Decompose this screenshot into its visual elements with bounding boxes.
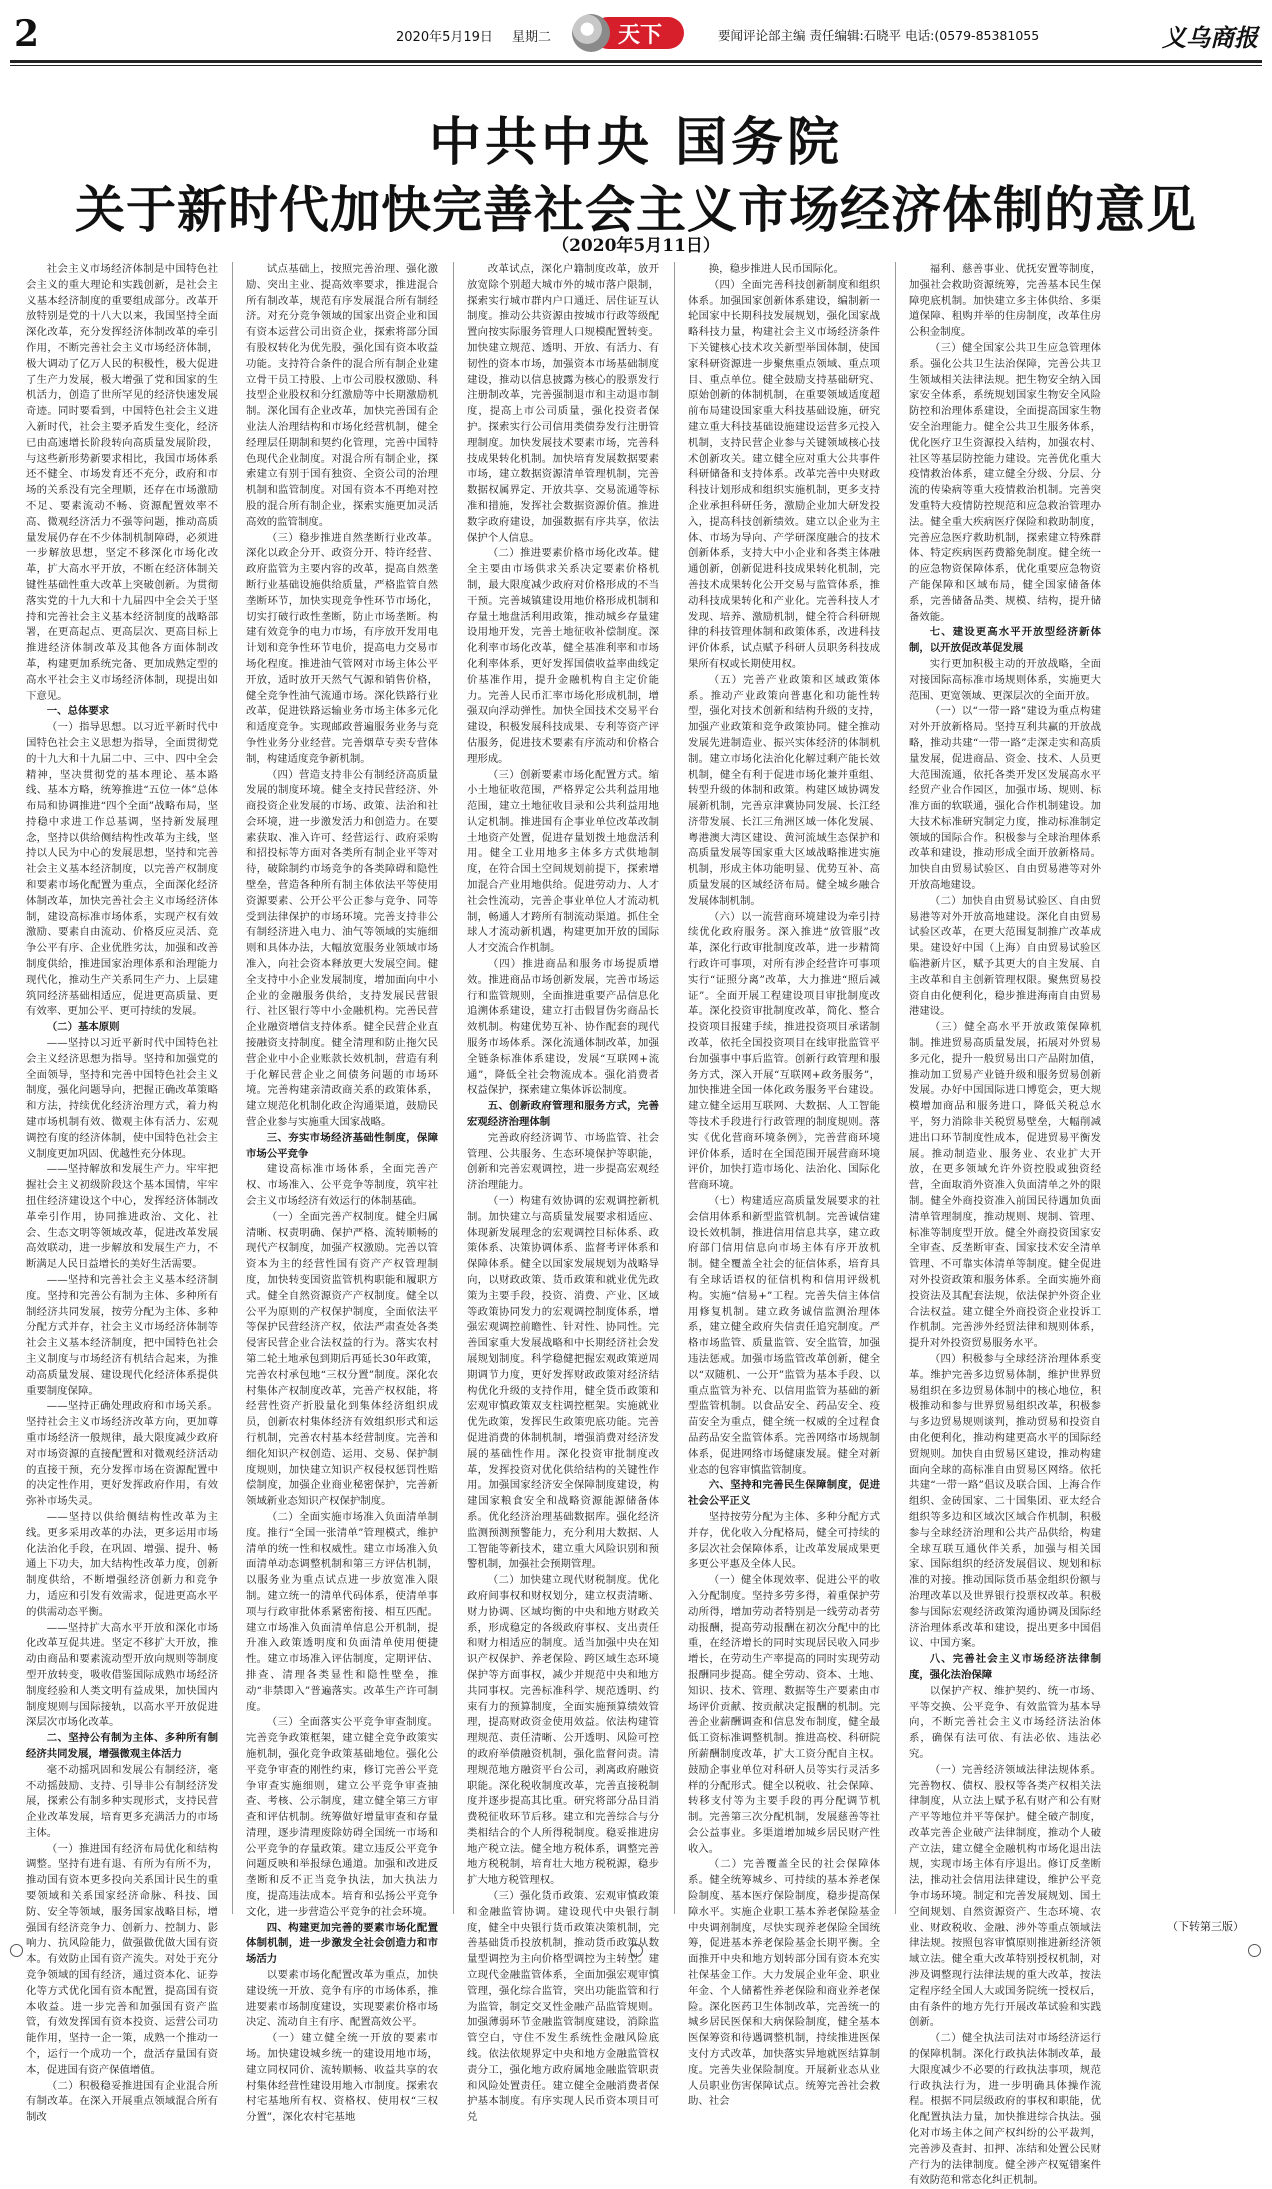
page-footer (10, 1938, 1262, 1962)
article-paragraph: （七）构建适应高质量发展要求的社会信用体系和新型监管机制。完善诚信建设长效机制，推进信用信息共享，建立政府部门信用信息向市场主体有序开放机制。健全覆盖全社会的征信体系，培育具有全球话语权的征信机构和信用评级机构。实施“信易+”工程。完善失信主体信用修复机制。建立政务诚信监测治理体系，建立健全政府失信责任追究制度。严格市场监管、质量监管、安全监管，加强违法惩戒。加强市场监管改革创新，健全以“双随机、一公开”监管为基本手段、以重点监管为补充、以信用监管为基础的新型监管机制。以食品安全、药品安全、疫苗安全为重点，健全统一权威的全过程食品药品安全监管体系。完善网络市场规制体系，促进网络市场健康发展。健全对新业态的包容审慎监管制度。 (688, 1195, 880, 1476)
article-column-3 (467, 262, 659, 2124)
article-paragraph: （二）加快自由贸易试验区、自由贸易港等对外开放高地建设。深化自由贸易试验区改革，在更大范围复制推广改革成果。建设好中国（上海）自由贸易试验区临港新片区，赋予其更大的自主发展、自主改革和自主创新管理权限。聚焦贸易投资自由化便利化，稳步推进海南自由贸易港建设。 (909, 894, 1101, 1018)
section-heading: 六、坚持和完善民生保障制度，促进社会公平正义 (688, 1479, 880, 1508)
article-paragraph: 建设高标准市场体系，全面完善产权、市场准入、公平竞争等制度，筑牢社会主义市场经济有效运行的体制基础。 (246, 1163, 438, 1208)
article-paragraph: （一）健全体现效率、促进公平的收入分配制度。坚持多劳多得，着重保护劳动所得，增加劳动者特别是一线劳动者劳动报酬，提高劳动报酬在初次分配中的比重，在经济增长的同时实现居民收入同步增长，在劳动生产率提高的同时实现劳动报酬同步提高。健全劳动、资本、土地、知识、技术、管理、数据等生产要素由市场评价贡献、按贡献决定报酬的机制。完善企业薪酬调查和信息发布制度，健全最低工资标准调整机制。推进高校、科研院所薪酬制度改革，扩大工资分配自主权。鼓励企事业单位对科研人员等实行灵活多样的分配形式。健全以税收、社会保障、转移支付等为主要手段的再分配调节机制。完善第三次分配机制，发展慈善等社会公益事业。多渠道增加城乡居民财产性收入。 (688, 1574, 880, 1855)
article-paragraph: 社会主义市场经济体制是中国特色社会主义的重大理论和实践创新，是社会主义基本经济制度的重要组成部分。改革开放特别是党的十八大以来，我国坚持全面深化改革，充分发挥经济体制改革的牵引作用，不断完善社会主义市场经济体制，极大调动了亿万人民的积极性，极大促进了生产力发展，极大增强了党和国家的生机活力，创造了世所罕见的经济快速发展奇迹。同时要看到，中国特色社会主义进入新时代，社会主要矛盾发生变化，经济已由高速增长阶段转向高质量发展阶段，与这些新形势新要求相比，我国市场体系还不健全、市场发育还不充分，政府和市场的关系没有完全理顺，还存在市场激励不足、要素流动不畅、资源配置效率不高、微观经济活力不强等问题，推动高质量发展仍存在不少体制机制障碍，必须进一步解放思想，坚定不移深化市场化改革，扩大高水平开放，不断在经济体制关键性基础性重大改革上突破创新。为贯彻落实党的十九大和十九届四中全会关于坚持和完善社会主义基本经济制度的战略部署，在更高起点、更高层次、更高目标上推进经济体制改革及其他各方面体制改革，构建更加系统完备、更加成熟定型的高水平社会主义市场经济体制，现提出如下意见。 (26, 263, 218, 702)
article-paragraph: （二）推进要素价格市场化改革。健全主要由市场供求关系决定要素价格机制，最大限度减少政府对价格形成的不当干预。完善城镇建设用地价格形成机制和存量土地盘活利用政策，推动城乡存量建设用地开发，完善土地征收补偿制度。深化利率市场化改革，健全基准利率和市场化利率体系，更好发挥国债收益率曲线定价基准作用，提升金融机构自主定价能力。完善人民币汇率市场化形成机制，增强双向浮动弹性。加快全国技术交易平台建设，积极发展科技成果、专利等资产评估服务，促进技术要素有序流动和价格合理形成。 (467, 547, 659, 765)
section-heading: 五、创新政府管理和服务方式，完善宏观经济治理体制 (467, 1100, 659, 1129)
section-heading: （二）基本原则 (46, 1021, 120, 1034)
article-paragraph: 试点基础上，按照完善治理、强化激励、突出主业、提高效率要求，推进混合所有制改革，规范有序发展混合所有制经济。对充分竞争领域的国家出资企业和国有资本运营公司出资企业，探索将部分国有股权转化为优先股，强化国有资本收益功能。支持符合条件的混合所有制企业建立骨干员工持股、上市公司股权激励、科技型企业股权和分红激励等中长期激励机制。深化国有企业改革，加快完善国有企业法人治理结构和市场化经营机制，健全经理层任期制和契约化管理，完善中国特色现代企业制度。对混合所有制企业，探索建立有别于国有独资、全资公司的治理机制和监管制度。对国有资本不再绝对控股的混合所有制企业，探索实施更加灵活高效的监管制度。 (246, 263, 438, 528)
article-paragraph: （一）完善经济领域法律法规体系。完善物权、债权、股权等各类产权相关法律制度，从立法上赋予私有财产和公有财产平等地位并平等保护。健全破产制度，改革完善企业破产法律制度，推动个人破产立法，建立健全金融机构市场化退出法规，实现市场主体有序退出。修订反垄断法，推动社会信用法律建设，维护公平竞争市场环境。制定和完善发展规划、国土空间规划、自然资源资产、生态环境、农业、财政税收、金融、涉外等重点领域法律法规。按照包容审慎原则推进新经济领域立法。健全重大改革特别授权机制，对涉及调整现行法律法规的重大改革，按法定程序经全国人大或国务院统一授权后，由有条件的地方先行开展改革试验和实践创新。 (909, 1763, 1101, 2029)
issue-date: 2020年5月19日 (396, 30, 493, 45)
article-paragraph: （四）积极参与全球经济治理体系变革。维护完善多边贸易体制，维护世界贸易组织在多边贸易体制中的核心地位，积极推动和参与世界贸易组织改革，积极参与多边贸易规则谈判，推动贸易和投资自由化便利化，推动构建更高水平的国际经贸规则。加快自由贸易区建设，推动构建面向全球的高标准自由贸易区网络。依托共建“一带一路”倡议及联合国、上海合作组织、金砖国家、二十国集团、亚太经合组织等多边和区域次区域合作机制，积极参与全球经济治理和公共产品供给，构建全球互联互通伙伴关系，加强与相关国家、国际组织的经济发展倡议、规划和标准的对接。推动国际货币基金组织份额与治理改革以及世界银行投票权改革。积极参与国际宏观经济政策沟通协调及国际经济治理体系改革和建设，提出更多中国倡议、中国方案。 (909, 1352, 1101, 1650)
article-paragraph: ——坚持正确处理政府和市场关系。坚持社会主义市场经济改革方向，更加尊重市场经济一般规律，最大限度减少政府对市场资源的直接配置和对微观经济活动的直接干预，充分发挥市场在资源配置中的决定性作用，更好发挥政府作用，有效弥补市场失灵。 (26, 1400, 218, 1508)
article-paragraph: （一）全面完善产权制度。健全归属清晰、权责明确、保护严格、流转顺畅的现代产权制度，加强产权激励。完善以管资本为主的经营性国有资产产权管理制度，加快转变国资监管机构职能和履职方式。健全自然资源资产产权制度。健全以公平为原则的产权保护制度，全面依法平等保护民营经济产权，依法严肃查处各类侵害民营企业合法权益的行为。落实农村第二轮土地承包到期后再延长30年政策，完善农村承包地“三权分置”制度。深化农村集体产权制度改革，完善产权权能，将经营性资产折股量化到集体经济组织成员，创新农村集体经济有效组织形式和运行机制，完善农村基本经营制度。完善和细化知识产权创造、运用、交易、保护制度规则，加快建立知识产权侵权惩罚性赔偿制度，加强企业商业秘密保护，完善新领域新业态知识产权保护制度。 (246, 1210, 438, 1508)
section-heading: 四、构建更加完善的要素市场化配置体制机制，进一步激发全社会创造力和市场活力 (246, 1921, 438, 1966)
article-column-2 (246, 262, 438, 2124)
article-paragraph: （六）以一流营商环境建设为牵引持续优化政府服务。深入推进“放管服”改革，深化行政审批制度改革，进一步精简行政许可事项，对所有涉企经营许可事项实行“证照分离”改革，大力推进“照后减证”。全面开展工程建设项目审批制度改革。深化投资审批制度改革，简化、整合投资项目报建手续，推进投资项目承诺制改革，依托全国投资项目在线审批监管平台加强事中事后监管。创新行政管理和服务方式，深入开展“互联网+政务服务”，加快推进全国一体化政务服务平台建设。建立健全运用互联网、大数据、人工智能等技术手段进行行政管理的制度规则。落实《优化营商环境条例》，完善营商环境评价体系，适时在全国范围开展营商环境评价，加快打造市场化、法治化、国际化营商环境。 (688, 910, 880, 1192)
registration-mark-icon (630, 1944, 643, 1957)
section-heading: 八、完善社会主义市场经济法律制度，强化法治保障 (909, 1653, 1101, 1681)
registration-mark-icon (10, 1944, 23, 1957)
article-paragraph: （四）全面完善科技创新制度和组织体系。加强国家创新体系建设，编制新一轮国家中长期科技发展规划，强化国家战略科技力量，构建社会主义市场经济条件下关键核心技术攻关新型举国体制，使国家科研资源进一步聚焦重点领域、重点项目、重点单位。健全鼓励支持基础研究、原始创新的体制机制，在重要领域适度超前布局建设国家重大科技基础设施，研究建立重大科技基础设施建设运营多元投入机制，支持民营企业参与关键领域核心技术创新攻关。建立健全应对重大公共事件科研储备和支持体系。改革完善中央财政科技计划形成和组织实施机制，更多支持企业承担科研任务，激励企业加大研发投入，提高科技创新绩效。建立以企业为主体、市场为导向、产学研深度融合的技术创新体系，支持大中小企业和各类主体融通创新，创新促进科技成果转化机制，完善技术成果转化公开交易与监管体系，推动科技成果转化和产业化。完善科技人才发现、培养、激励机制，健全符合科研规律的科技管理体制和政策体系，改进科技评价体系，试点赋予科研人员职务科技成果所有权或长期使用权。 (688, 278, 880, 670)
article-paragraph: （三）稳步推进自然垄断行业改革。深化以政企分开、政资分开、特许经营、政府监管为主要内容的改革，提高自然垄断行业基础设施供给质量，严格监管自然垄断环节，加快实现竞争性环节市场化，切实打破行政性垄断，防止市场垄断。构建有效竞争的电力市场，有序放开发用电计划和竞争性环节电价，提高电力交易市场化程度。推进油气管网对市场主体公平开放，适时放开天然气气源和销售价格，健全竞争性油气流通市场。深化铁路行业改革，促进铁路运输业务市场主体多元化和适度竞争。实现邮政普遍服务业务与竞争性业务分业经营。完善烟草专卖专营体制，构建适度竞争新机制。 (246, 531, 438, 765)
article-paragraph: （二）完善覆盖全民的社会保障体系。健全统筹城乡、可持续的基本养老保险制度、基本医疗保险制度，稳步提高保障水平。实施企业职工基本养老保险基金中央调剂制度，尽快实现养老保险全国统筹，促进基本养老保险基金长期平衡。全面推开中央和地方划转部分国有资本充实社保基金工作。大力发展企业年金、职业年金、个人储蓄性养老保险和商业养老保险。深化医药卫生体制改革，完善统一的城乡居民医保和大病保险制度，健全基本医保筹资和待遇调整机制，持续推进医保支付方式改革，加快落实异地就医结算制度。完善失业保险制度。开展新业态从业人员职业伤害保障试点。统筹完善社会救助、社会 (688, 1858, 880, 2108)
article-paragraph: 毫不动摇巩固和发展公有制经济，毫不动摇鼓励、支持、引导非公有制经济发展，探索公有制多种实现形式，支持民营企业改革发展，培育更多充满活力的市场主体。 (26, 1763, 218, 1839)
article-paragraph: 改革试点，深化户籍制度改革，放开放宽除个别超大城市外的城市落户限制，探索实行城市群内户口通迁、居住证互认制度。推动公共资源由按城市行政等级配置向按实际服务管理人口规模配置转变。加快建立规范、透明、开放、有活力、有韧性的资本市场，加强资本市场基础制度建设，推动以信息披露为核心的股票发行注册制改革，完善强制退市和主动退市制度，提高上市公司质量，强化投资者保护。探索实行公司信用类债券发行注册管理制度。加快发展技术要素市场，完善科技成果转化机制。加快培育发展数据要素市场，建立数据资源清单管理机制，完善数据权属界定、开放共享、交易流通等标准和措施，发挥社会数据资源价值。推进数字政府建设，加强数据有序共享，依法保护个人信息。 (467, 263, 659, 544)
article-paragraph: （三）全面落实公平竞争审查制度。完善竞争政策框架，建立健全竞争政策实施机制，强化竞争政策基础地位。强化公平竞争审查的刚性约束，修订完善公平竞争审查实施细则，建立公平竞争审查抽查、考核、公示制度，建立健全第三方审查和评估机制。统筹做好增量审查和存量清理，逐步清理废除妨碍全国统一市场和公平竞争的存量政策。建立违反公平竞争问题反映和举报绿色通道。加强和改进反垄断和反不正当竞争执法，加大执法力度，提高违法成本。培育和弘扬公平竞争文化，进一步营造公平竞争的社会环境。 (246, 1716, 438, 1918)
issue-weekday: 星期二 (512, 30, 552, 45)
section-heading: 三、夯实市场经济基础性制度，保障市场公平竞争 (246, 1131, 438, 1160)
article-paragraph: 以要素市场化配置改革为重点，加快建设统一开放、竞争有序的市场体系，推进要素市场制度建设，实现要素价格市场决定、流动自主有序、配置高效公平。 (246, 1969, 438, 2029)
article-paragraph: 以保护产权、维护契约、统一市场、平等交换、公平竞争、有效监管为基本导向，不断完善社会主义市场经济法治体系，确保有法可依、有法必依、违法必究。 (909, 1684, 1101, 1760)
article-dateline: （2020年5月11日） (552, 236, 720, 256)
article-paragraph: （二）健全执法司法对市场经济运行的保障机制。深化行政执法体制改革，最大限度减少不必要的行政执法事项，规范行政执法行为，进一步明确具体操作流程。根据不同层级政府的事权和职能，优化配置执法力量，加快推进综合执法。强化对市场主体之间产权纠纷的公平裁判，完善涉及查封、扣押、冻结和处置公民财产行为的法律制度。健全涉产权冤错案件有效防范和常态化纠正机制。 (909, 2032, 1101, 2187)
article-paragraph: （二）全面实施市场准入负面清单制度。推行“全国一张清单”管理模式，维护清单的统一性和权威性。建立市场准入负面清单动态调整机制和第三方评估机制，以服务业为重点试点进一步放宽准入限制。建立统一的清单代码体系，使清单事项与行政审批体系紧密衔接、相互匹配。建立市场准入负面清单信息公开机制，提升准入政策透明度和负面清单使用便捷性。建立市场准入评估制度，定期评估、排查、清理各类显性和隐性壁垒，推动“非禁即入”普遍落实。改革生产许可制度。 (246, 1510, 438, 1713)
section-badge (572, 14, 692, 52)
column-divider (453, 262, 454, 1914)
article-paragraph: ——坚持以供给侧结构性改革为主线。更多采用改革的办法，更多运用市场化法治化手段，在巩固、增强、提升、畅通上下功夫，加大结构性改革力度，创新制度供给，不断增强经济创新力和竞争力，适应和引发有效需求，促进更高水平的供需动态平衡。 (26, 1510, 218, 1618)
article-column-5 (909, 262, 1101, 2187)
article-paragraph: 实行更加积极主动的开放战略，全面对接国际高标准市场规则体系，实施更大范围、更宽领域、更深层次的全面开放。 (909, 657, 1101, 702)
continuation-note: （下转第三版） (1167, 1920, 1244, 1933)
article-paragraph: （三）创新要素市场化配置方式。缩小土地征收范围，严格界定公共利益用地范围，建立土地征收目录和公共利益用地认定机制。推进国有企事业单位改革改制土地资产处置，促进存量划拨土地盘活利用。健全工业用地多主体多方式供地制度，在符合国土空间规划前提下，探索增加混合产业用地供给。促进劳动力、人才社会性流动，完善企事业单位人才流动机制，畅通人才跨所有制流动渠道。抓住全球人才流动新机遇，构建更加开放的国际人才交流合作机制。 (467, 768, 659, 955)
article-paragraph: 坚持按劳分配为主体、多种分配方式并存，优化收入分配格局，健全可持续的多层次社会保障体系，让改革发展成果更多更公平惠及全体人民。 (688, 1510, 880, 1571)
article-paragraph: ——坚持和完善社会主义基本经济制度。坚持和完善公有制为主体、多种所有制经济共同发展，按劳分配为主体、多种分配方式并存，社会主义市场经济体制等社会主义基本经济制度，把中国特色社会主义制度与市场经济有机结合起来，为推动高质量发展、建设现代化经济体系提供重要制度保障。 (26, 1274, 218, 1397)
article-paragraph: （五）完善产业政策和区域政策体系。推动产业政策向普惠化和功能性转型，强化对技术创新和结构升级的支持，加强产业政策和竞争政策协同。健全推动发展先进制造业、振兴实体经济的体制机制。建立市场化法治化化解过剩产能长效机制，健全有利于促进市场化兼并重组、转型升级的体制和政策。构建区域协调发展新机制，完善京津冀协同发展、长江经济带发展、长江三角洲区域一体化发展、粤港澳大湾区建设、黄河流域生态保护和高质量发展等国家重大区域战略推进实施机制，形成主体功能明显、优势互补、高质量发展的区域经济布局。健全城乡融合发展体制机制。 (688, 673, 880, 907)
article-paragraph: （三）健全国家公共卫生应急管理体系。强化公共卫生法治保障，完善公共卫生领域相关法律法规。把生物安全纳入国家安全体系，系统规划国家生物安全风险防控和治理体系建设，全面提高国家生物安全治理能力。健全公共卫生服务体系，优化医疗卫生资源投入结构，加强农村、社区等基层防控能力建设。完善优化重大疫情救治体系，建立健全分级、分层、分流的传染病等重大疫情救治机制。完善突发重特大疫情防控规范和应急救治管理办法。健全重大疾病医疗保险和救助制度，完善应急医疗救助机制，探索建立特殊群体、特定疾病医药费豁免制度。健全统一的应急物资保障体系，优化重要应急物资产能保障和区域布局，健全国家储备体系，完善储备品类、规模、结构，提升储备效能。 (909, 341, 1101, 623)
column-divider (674, 262, 675, 1914)
article-paragraph: （三）健全高水平开放政策保障机制。推进贸易高质量发展，拓展对外贸易多元化，提升一般贸易出口产品附加值，推动加工贸易产业链升级和服务贸易创新发展。办好中国国际进口博览会，更大规模增加商品和服务进口，降低关税总水平，努力消除非关税贸易壁垒，大幅削减进出口环节制度性成本，促进贸易平衡发展。推动制造业、服务业、农业扩大开放，在更多领域允许外资控股或独资经营，全面取消外资准入负面清单之外的限制。健全外商投资准入前国民待遇加负面清单管理制度，推动规则、规制、管理、标准等制度型开放。健全外商投资国家安全审查、反垄断审查、国家技术安全清单管理、不可靠实体清单等制度。健全促进对外投资政策和服务体系。全面实施外商投资法及其配套法规，依法保护外资企业合法权益。建立健全外商投资企业投诉工作机制。完善涉外经贸法律和规则体系，提升对外投资贸易服务水平。 (909, 1021, 1101, 1350)
section-heading: 七、建设更高水平开放型经济新体制，以开放促改革促发展 (909, 626, 1101, 655)
header-rule-thick (10, 60, 1262, 63)
article-paragraph: （二）积极稳妥推进国有企业混合所有制改革。在深入开展重点领域混合所有制改 (26, 2079, 218, 2124)
globe-icon (572, 14, 610, 52)
article-paragraph: （三）强化货币政策、宏观审慎政策和金融监管协调。建设现代中央银行制度，健全中央银行货币政策决策机制，完善基础货币投放机制，推动货币政策从数量型调控为主向价格型调控为主转型。建立现代金融监管体系，全面加强宏观审慎管理，强化综合监管，突出功能监管和行为监管，制定交叉性金融产品监管规则。加强薄弱环节金融监管制度建设，消除监管空白，守住不发生系统性金融风险底线。依法依规界定中央和地方金融监管权责分工，强化地方政府属地金融监管职责和风险处置责任。建立健全金融消费者保护基本制度。有序实现人民币资本项目可兑 (467, 1890, 659, 2124)
column-divider (232, 262, 233, 1914)
page-number: 2 (14, 13, 40, 55)
article-paragraph: 换，稳步推进人民币国际化。 (708, 263, 844, 275)
registration-mark-icon (1248, 1944, 1261, 1957)
article-paragraph: （一）推进国有经济布局优化和结构调整。坚持有进有退、有所为有所不为，推动国有资本更多投向关系国计民生的重要领域和关系国家经济命脉、科技、国防、安全等领域，服务国家战略目标，增强国有经济竞争力、创新力、控制力、影响力、抗风险能力，做强做优做大国有资本。有效防止国有资产流失。对处于充分竞争领域的国有经济，通过资本化、证券化等方式优化国有资本配置，提高国有资本收益。进一步完善和加强国有资产监管，有效发挥国有资本投资、运营公司功能作用，坚持一企一策，成熟一个推动一个，运行一个成功一个，盘活存量国有资本，促进国有资产保值增值。 (26, 1842, 218, 2076)
article-paragraph: 完善政府经济调节、市场监管、社会管理、公共服务、生态环境保护等职能，创新和完善宏观调控，进一步提高宏观经济治理能力。 (467, 1131, 659, 1192)
article-paragraph: （一）指导思想。以习近平新时代中国特色社会主义思想为指导，全面贯彻党的十九大和十九届二中、三中、四中全会精神，坚决贯彻党的基本理论、基本路线、基本方略，统筹推进“五位一体”总体布局和协调推进“四个全面”战略布局，坚持稳中求进工作总基调，坚持新发展理念，坚持以供给侧结构性改革为主线，坚持以人民为中心的发展思想，坚持和完善社会主义基本经济制度，以完善产权制度和要素市场化配置为重点，全面深化经济体制改革，加快完善社会主义市场经济体制，建设高标准市场体系，实现产权有效激励、要素自由流动、价格反应灵活、竞争公平有序、企业优胜劣汰，加强和改善制度供给，推进国家治理体系和治理能力现代化，推动生产关系同生产力、上层建筑同经济基础相适应，促进更高质量、更有效率、更加公平、更可持续的发展。 (26, 721, 218, 1018)
article-paragraph: （二）加快建立现代财税制度。优化政府间事权和财权划分，建立权责清晰、财力协调、区域均衡的中央和地方财政关系，形成稳定的各级政府事权、支出责任和财力相适应的制度。适当加强中央在知识产权保护、养老保险、跨区域生态环境保护等方面事权，减少并规范中央和地方共同事权。完善标准科学、规范透明、约束有力的预算制度，全面实施预算绩效管理，提高财政资金使用效益。依法构建管理规范、责任清晰、公开透明、风险可控的政府举债融资机制，强化监督问责。清理规范地方融资平台公司，剥离政府融资职能。深化税收制度改革，完善直接税制度并逐步提高其比重。研究将部分品目消费税征收环节后移。建立和完善综合与分类相结合的个人所得税制度。稳妥推进房地产税立法。健全地方税体系，调整完善地方税税制，培育壮大地方税税源，稳步扩大地方税管理权。 (467, 1574, 659, 1887)
article-paragraph: 福利、慈善事业、优抚安置等制度，加强社会救助资源统筹，完善基本民生保障兜底机制。加快建立多主体供给、多渠道保障、租购并举的住房制度，改革住房公积金制度。 (909, 263, 1101, 339)
article-paragraph: （一）构建有效协调的宏观调控新机制。加快建立与高质量发展要求相适应、体现新发展理念的宏观调控目标体系、政策体系、决策协调体系、监督考评体系和保障体系。健全以国家发展规划为战略导向，以财政政策、货币政策和就业优先政策为主要手段，投资、消费、产业、区域等政策协同发力的宏观调控制度体系，增强宏观调控前瞻性、针对性、协同性。完善国家重大发展战略和中长期经济社会发展规划制度。科学稳健把握宏观政策逆周期调节力度，更好发挥财政政策对经济结构优化升级的支持作用，健全货币政策和宏观审慎政策双支柱调控框架。实施就业优先政策，发挥民生政策兜底功能。完善促进消费的体制机制，增强消费对经济发展的基础性作用。深化投资审批制度改革，发挥投资对优化供给结构的关键性作用。加强国家经济安全保障制度建设，构建国家粮食安全和战略资源能源储备体系。优化经济治理基础数据库。强化经济监测预测预警能力，充分利用大数据、人工智能等新技术，建立重大风险识别和预警机制，加强社会预期管理。 (467, 1195, 659, 1571)
column-divider (895, 262, 896, 1914)
page-header (10, 12, 1262, 58)
header-rule-thin (10, 65, 1262, 66)
article-column-4 (688, 262, 880, 2108)
section-badge-label: 天下 (618, 22, 663, 48)
newspaper-logo: 义乌商报 (1162, 23, 1258, 52)
section-heading: 一、总体要求 (46, 705, 110, 718)
section-heading: 二、坚持公有制为主体、多种所有制经济共同发展，增强微观主体活力 (26, 1732, 218, 1760)
article-paragraph: ——坚持解放和发展生产力。牢牢把握社会主义初级阶段这个基本国情，牢牢扭住经济建设这个中心，发挥经济体制改革牵引作用，协同推进政治、文化、社会、生态文明等领域改革，促进改革发展高效联动，进一步解放和发展生产力，不断满足人民日益增长的美好生活需要。 (26, 1163, 218, 1271)
editor-credits: 要闻评论部主编 责任编辑:石晓平 电话:(0579-85381055 (718, 28, 1040, 43)
headline-issuers: 中共中央 国务院 (428, 112, 844, 173)
article-paragraph: ——坚持扩大高水平开放和深化市场化改革互促共进。坚定不移扩大开放，推动由商品和要素流动型开放向规则等制度型开放转变，吸收借鉴国际成熟市场经济制度经验和人类文明有益成果，加快国内制度规则与国际接轨，以高水平开放促进深层次市场化改革。 (26, 1621, 218, 1729)
article-paragraph: ——坚持以习近平新时代中国特色社会主义经济思想为指导。坚持和加强党的全面领导，坚持和完善中国特色社会主义制度，强化问题导向，把握正确改革策略和方法，持续优化经济治理方式，着力构建市场机制有效、微观主体有活力、宏观调控有度的经济体制，使中国特色社会主义制度更加巩固、优越性充分体现。 (26, 1037, 218, 1160)
headline-title: 关于新时代加快完善社会主义市场经济体制的意见 (75, 180, 1197, 239)
article-column-1 (26, 262, 218, 2124)
article-paragraph: （一）以“一带一路”建设为重点构建对外开放新格局。坚持互利共赢的开放战略，推动共建“一带一路”走深走实和高质量发展，促进商品、资金、技术、人员更大范围流通，依托各类开发区发展高水平经贸产业合作园区，加强市场、规则、标准方面的软联通，强化合作机制建设。加大技术标准研究制定力度，推动标准制定领域的国际合作。积极参与全球治理体系改革和建设，推动形成全面开放新格局。加快自由贸易试验区、自由贸易港等对外开放高地建设。 (909, 705, 1101, 892)
article-paragraph: （四）营造支持非公有制经济高质量发展的制度环境。健全支持民营经济、外商投资企业发展的市场、政策、法治和社会环境，进一步激发活力和创造力。在要素获取、准入许可、经营运行、政府采购和招投标等方面对各类所有制企业平等对待，破除制约市场竞争的各类障碍和隐性壁垒，营造各种所有制主体依法平等使用资源要素、公开公平公正参与竞争、同等受到法律保护的市场环境。完善支持非公有制经济进入电力、油气等领域的实施细则和具体办法，大幅放宽服务业领域市场准入，向社会资本释放更大发展空间。健全支持中小企业发展制度，增加面向中小企业的金融服务供给，支持发展民营银行、社区银行等中小金融机构。完善民营企业融资增信支持体系。健全民营企业直接融资支持制度。健全清理和防止拖欠民营企业中小企业账款长效机制，营造有利于化解民营企业之间债务问题的市场环境。完善构建亲清政商关系的政策体系，建立规范化机制化政企沟通渠道，鼓励民营企业参与实施重大国家战略。 (246, 768, 438, 1129)
article-paragraph: （一）建立健全统一开放的要素市场。加快建设城乡统一的建设用地市场，建立同权同价、流转顺畅、收益共享的农村集体经营性建设用地入市制度。探索农村宅基地所有权、资格权、使用权“三权分置”，深化农村宅基地 (246, 2032, 438, 2124)
article-paragraph: （四）推进商品和服务市场提质增效。推进商品市场创新发展，完善市场运行和监管规则，全面推进重要产品信息化追溯体系建设，建立打击假冒伪劣商品长效机制。构建优势互补、协作配套的现代服务市场体系。深化流通体制改革，加强全链条标准体系建设，发展“互联网+流通”，降低全社会物流成本。强化消费者权益保护，探索建立集体诉讼制度。 (467, 958, 659, 1097)
